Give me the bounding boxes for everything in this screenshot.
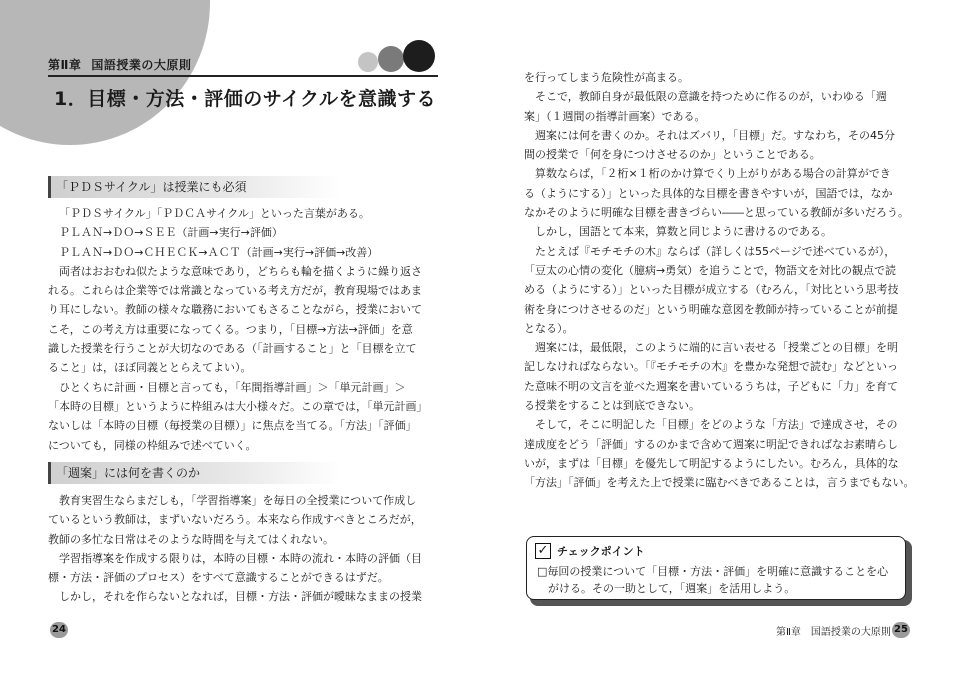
paragraph-line: 識した授業を行うことが大切なのである（「計画すること」と「目標を立て xyxy=(48,342,417,356)
paragraph-line: 「方法」「評価」を考えた上で授業に臨むべきであることは，言うまでもない。 xyxy=(524,476,915,490)
paragraph-line: る授業をすることは到底できない。 xyxy=(524,399,700,413)
checkpoint-body xyxy=(537,563,888,597)
paragraph-line: についても，同様の枠組みで述べていく。 xyxy=(48,438,257,452)
paragraph-line: り耳にしない。教師の様々な職務においてもさることながら，授業において xyxy=(48,303,422,317)
paragraph-line: 週案には何を書くのか。それはズバリ，「目標」だ。すなわち，その45分 xyxy=(535,128,895,142)
dot-dark xyxy=(403,40,435,72)
page-number-right: 25 xyxy=(892,622,910,638)
paragraph-line: ＰＬＡＮ→ＤＯ→ＣＨＥＣＫ→ＡＣＴ（計画→実行→評価→改善） xyxy=(59,245,379,259)
checkpoint-line: □毎回の授業について「目標・方法・評価」を明確に意識することを心 xyxy=(537,565,889,578)
paragraph-line: 算数ならば，「２桁×１桁のかけ算でくり上がりがある場合の計算ができ xyxy=(535,167,891,181)
paragraph-line: ること」は，ほぼ同義ととらえてよい）。 xyxy=(48,361,252,375)
checkpoint-box xyxy=(526,536,910,606)
paragraph-line: となる）。 xyxy=(524,321,574,335)
paragraph-line: 案」（１週間の指導計画案）である。 xyxy=(524,109,706,123)
paragraph-line: ているという教師は，まずいないだろう。本来なら作成すべきところだが， xyxy=(48,513,422,527)
checkpoint-panel xyxy=(526,536,906,600)
paragraph-line: 記しなければならない。「『モチモチの木』を豊かな発想で読む」などといっ xyxy=(524,360,898,374)
paragraph-line: こそ，この考え方は重要になってくる。つまり，「目標→方法→評価」を意 xyxy=(48,322,413,336)
footer-chapter: 第Ⅱ章 xyxy=(776,627,801,638)
paragraph-line: そこで，教師自身が最低限の意識を持つために作るのが，いわゆる「週 xyxy=(535,90,887,104)
chapter-number: 第Ⅱ章 xyxy=(48,58,82,72)
header-rule xyxy=(48,75,438,77)
paragraph-line: 学習指導案を作成する限りは，本時の目標・本時の流れ・本時の評価（目 xyxy=(59,551,422,565)
dot-light xyxy=(358,52,378,72)
chapter-header xyxy=(48,56,191,73)
subhead-weekly-plan: 「週案」には何を書くのか xyxy=(48,462,438,484)
dot-mid xyxy=(378,46,404,72)
paragraph-line: なかそのように明確な目標を書きづらい――と思っている教師が多いだろう。 xyxy=(524,206,909,220)
paragraph-line: る（ようにする）」といった具体的な目標を書きやすいが，国語では，なか xyxy=(524,186,893,200)
paragraph-line: ひとくちに計画・目標と言っても，「年間指導計画」＞「単元計画」＞ xyxy=(59,380,406,394)
check-mark-icon: ✓ xyxy=(535,543,551,559)
paragraph-line: そして，そこに明記した「目標」をどのような「方法」で達成させ，その xyxy=(535,418,898,432)
paragraph-line: める（ようにする）」といった目標が成立する（むろん，「対比という思考技 xyxy=(524,283,899,297)
paragraph-line: しかし，それを作らないとなれば，目標・方法・評価が曖昧なままの授業 xyxy=(59,590,422,604)
paragraph-line: 「ＰＤＳサイクル」「ＰＤＣＡサイクル」といった言葉がある。 xyxy=(59,207,370,220)
paragraph-line: 間の授業で「何を身につけさせるのか」ということである。 xyxy=(524,148,821,162)
decorative-dots xyxy=(358,40,440,78)
running-footer xyxy=(776,623,891,638)
paragraph-line: た意味不明の文言を並べた週案を書いているうちは，子どもに「力」を育て xyxy=(524,379,898,393)
paragraph-line: 「本時の目標」というように枠組みは大小様々だ。この章では，「単元計画」 xyxy=(48,399,428,413)
paragraph-line: 達成度をどう「評価」するのかまで含めて週案に明記できればなお素晴らし xyxy=(524,437,898,451)
paragraph-line: 術を身につけさせるのだ」という明確な意図を教師が持っていることが前提 xyxy=(524,302,898,316)
checkpoint-line: がける。その一助として，「週案」を活用しよう。 xyxy=(548,582,796,595)
right-column xyxy=(524,68,920,493)
paragraph-line: ＰＬＡＮ→ＤＯ→ＳＥＥ（計画→実行→評価） xyxy=(59,226,283,240)
paragraph-line: 両者はおおむね似たような意味であり，どちらも輪を描くように繰り返さ xyxy=(59,264,422,278)
section-title: 1．目標・方法・評価のサイクルを意識する xyxy=(54,88,436,110)
page-number-left: 24 xyxy=(50,622,68,638)
paragraph-line: れる。これらは企業等では常識となっている考え方だが，教育現場ではあま xyxy=(48,284,422,298)
checkpoint-title: チェックポイント xyxy=(557,545,645,558)
paragraph-line: たとえば『モチモチの木』ならば（詳しくは55ページで述べているが）， xyxy=(535,244,896,258)
paragraph-line: しかし，国語とて本来，算数と同じように書けるのである。 xyxy=(535,225,832,239)
paragraph-line: いが，まずは「目標」を優先して明記するようにしたい。むろん，具体的な xyxy=(524,456,899,470)
left-column-section2 xyxy=(48,491,442,607)
paragraph-line: 「豆太の心情の変化（臆病→勇気）を追うことで，物語文を対比の観点で読 xyxy=(524,263,896,277)
paragraph-line: 教師の多忙な日常はそのような時間を与えてはくれない。 xyxy=(48,532,334,546)
chapter-title: 国語授業の大原則 xyxy=(91,58,192,72)
left-column-section1 xyxy=(48,204,442,455)
paragraph-line: 週案には，最低限，このように端的に言い表せる「授業ごとの目標」を明 xyxy=(535,341,898,355)
paragraph-line: 教育実習生ならまだしも，「学習指導案」を毎日の全授業について作成し xyxy=(59,494,417,507)
subhead-pds-cycle: 「ＰＤＳサイクル」は授業にも必須 xyxy=(48,176,438,198)
paragraph-line: 標・方法・評価のプロセス）をすべて意識することができるはずだ。 xyxy=(48,571,389,585)
paragraph-line: ないしは「本時の目標（毎授業の目標）」に焦点を当てる。「方法」「評価」 xyxy=(48,419,417,433)
paragraph-line: を行ってしまう危険性が高まる。 xyxy=(524,71,689,84)
footer-title: 国語授業の大原則 xyxy=(810,627,891,638)
